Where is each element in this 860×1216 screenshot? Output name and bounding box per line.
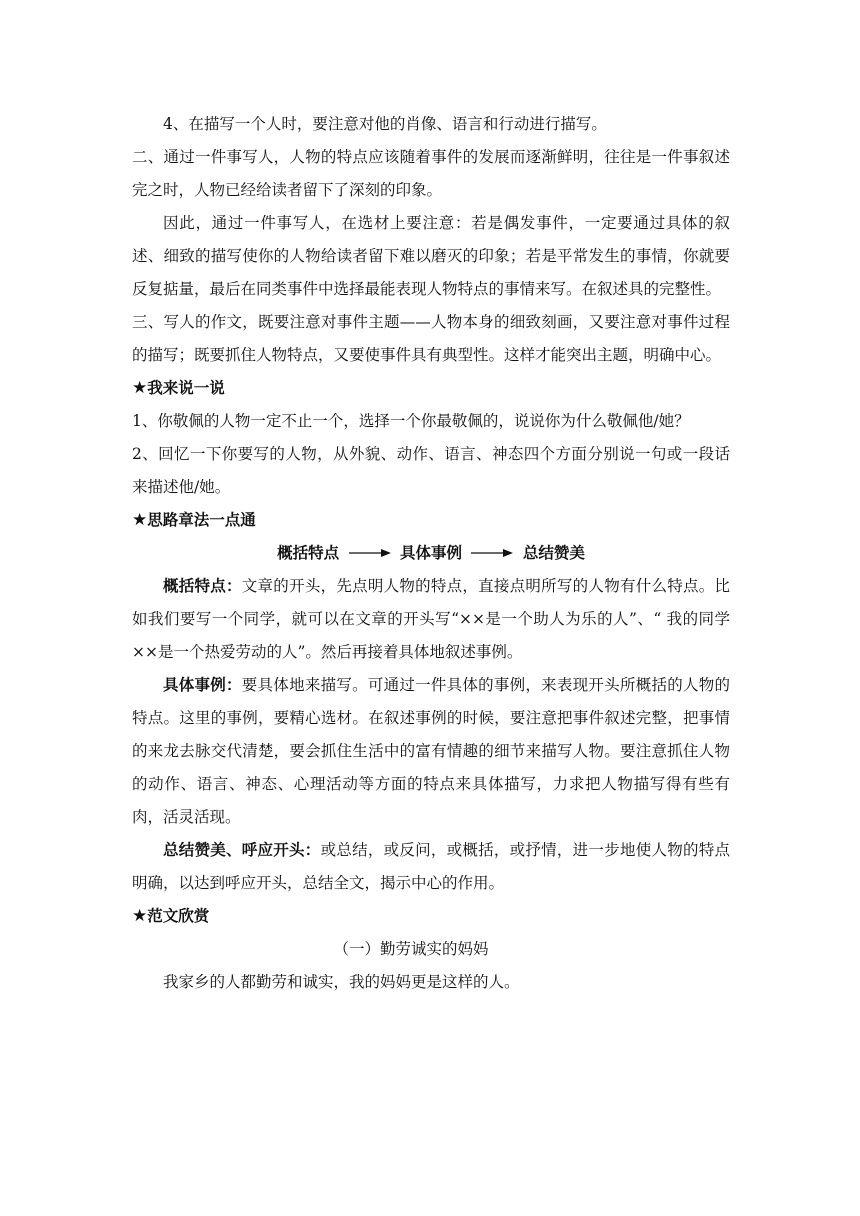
flow-step-2: 具体事例 xyxy=(399,544,462,562)
method-p1-label: 概括特点： xyxy=(163,577,242,595)
speak-section-heading xyxy=(132,372,730,405)
method-paragraph-1 xyxy=(132,570,730,669)
method-p3-label: 总结赞美、呼应开头： xyxy=(163,841,321,859)
method-heading-text: 思路章法一点通 xyxy=(147,511,256,529)
flow-step-1: 概括特点 xyxy=(277,544,340,562)
speak-question-2: 2、回忆一下你要写的人物，从外貌、动作、语言、神态四个方面分别说一句或一段话来描述他/她。 xyxy=(132,445,730,496)
arrow-right-icon xyxy=(471,537,513,570)
sample-heading-text: 范文欣赏 xyxy=(147,907,210,925)
point-two-followup: 因此，通过一件事写人，在选材上要注意：若是偶发事件，一定要通过具体的叙述、细致的描写使你的人物给读者留下难以磨灭的印象；若是平常发生的事情，你就要反复掂量，最后在同类事件中选择最能表现人物特点的事情来写。在叙述具的完整性。 xyxy=(132,214,730,298)
star-icon: ★ xyxy=(132,510,148,530)
method-p2-label: 具体事例： xyxy=(163,676,242,694)
method-paragraph-3 xyxy=(132,834,730,900)
sample-essay-paragraph-1: 我家乡的人都勤劳和诚实，我的妈妈更是这样的人。 xyxy=(163,973,520,991)
page-content xyxy=(132,108,730,999)
star-icon: ★ xyxy=(132,378,148,398)
method-p1-text: 文章的开头，先点明人物的特点，直接点明所写的人物有什么特点。比如我们要写一个同学，就可以在文章的开头写“××是一个助人为乐的人”、“ 我的同学××是一个热爱劳动的人”。然后再接着具体地叙述事例。 xyxy=(132,577,730,661)
method-paragraph-2 xyxy=(132,669,730,834)
method-p3-text: 或总结，或反问，或概括，或抒情，进一步地使人物的特点明确，以达到呼应开头，总结全文，揭示中心的作用。 xyxy=(132,841,730,892)
method-section-heading xyxy=(132,504,730,537)
point-two: 二、通过一件事写人，人物的特点应该随着事件的发展而逐渐鲜明，往往是一件事叙述完之时，人物已经给读者留下了深刻的印象。 xyxy=(132,148,730,199)
speak-question-1: 1、你敬佩的人物一定不止一个，选择一个你最敬佩的，说说你为什么敬佩他/她？ xyxy=(132,412,690,430)
method-p2-text: 要具体地来描写。可通过一件具体的事例，来表现开头所概括的人物的特点。这里的事例，要精心选材。在叙述事例的时候，要注意把事件叙述完整，把事情的来龙去脉交代清楚，要会抓住生活中的富有情趣的细节来描写人物。要注意抓住人物的动作、语言、神态、心理活动等方面的特点来具体描写，力求把人物描写得有些有肉，活灵活现。 xyxy=(132,676,730,826)
flow-step-3: 总结赞美 xyxy=(522,544,585,562)
method-flow xyxy=(132,537,730,570)
sample-essay-title: （一）勤劳诚实的妈妈 xyxy=(333,940,489,958)
star-icon: ★ xyxy=(132,906,148,926)
arrow-right-icon xyxy=(349,537,391,570)
speak-heading-text: 我来说一说 xyxy=(147,379,225,397)
point-three: 三、写人的作文，既要注意对事件主题——人物本身的细致刻画，又要注意对事件过程的描写；既要抓住人物特点，又要使事件具有典型性。这样才能突出主题，明确中心。 xyxy=(132,313,730,364)
sample-section-heading xyxy=(132,900,730,933)
tip-item-4: 4、在描写一个人时，要注意对他的肖像、语言和行动进行描写。 xyxy=(163,115,607,133)
